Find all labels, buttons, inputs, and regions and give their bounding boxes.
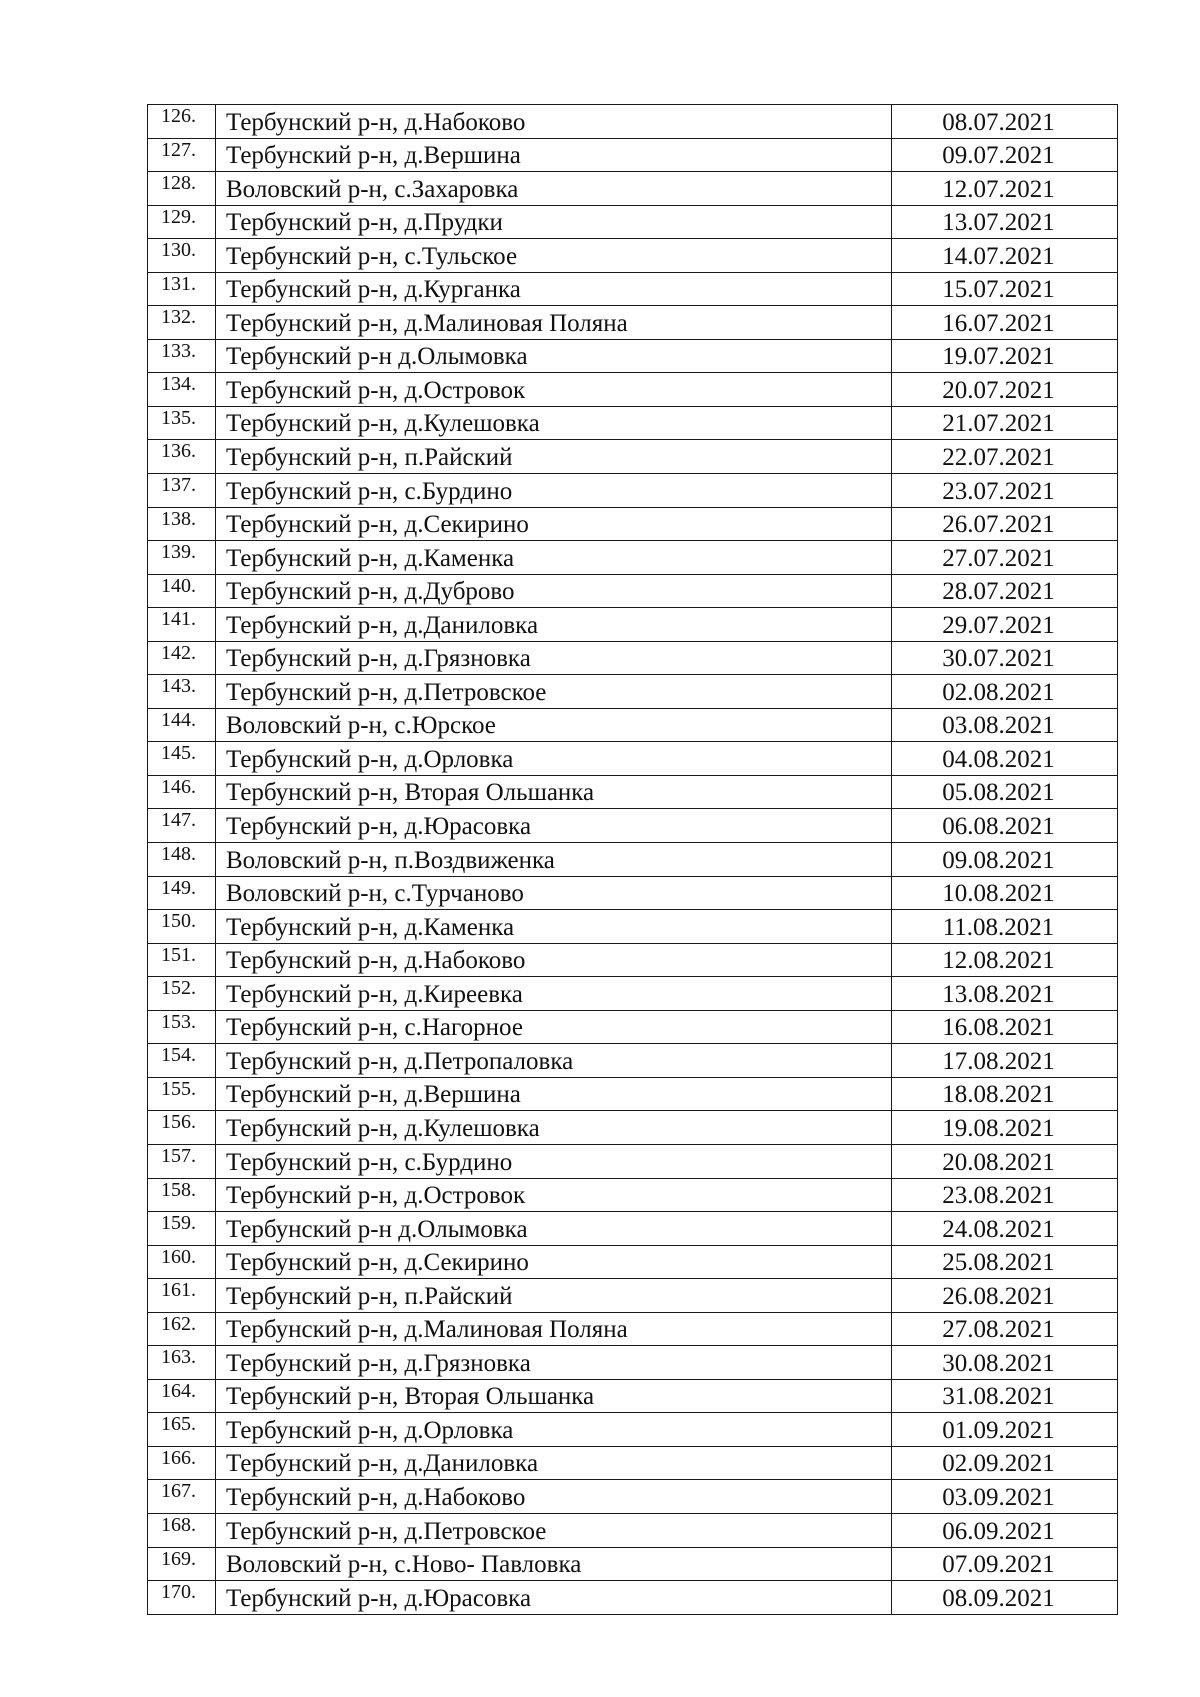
row-number-cell: 146. [148,775,216,809]
table-row [148,1178,1118,1212]
table-row [148,876,1118,910]
date-cell: 29.07.2021 [892,608,1118,642]
date-cell: 09.08.2021 [892,843,1118,877]
location-cell: Тербунский р-н, п.Райский [216,1279,892,1313]
date-cell: 02.09.2021 [892,1446,1118,1480]
date-cell: 06.08.2021 [892,809,1118,843]
row-number-cell: 137. [148,474,216,508]
location-cell: Тербунский р-н, п.Райский [216,440,892,474]
table-row [148,1346,1118,1380]
row-number-cell: 136. [148,440,216,474]
location-cell: Тербунский р-н, д.Грязновка [216,641,892,675]
table-row [148,843,1118,877]
row-number-cell: 169. [148,1547,216,1581]
location-cell: Тербунский р-н, д.Секирино [216,1245,892,1279]
table-row [148,406,1118,440]
schedule-table [147,104,1118,1615]
location-cell: Воловский р-н, с.Юрское [216,708,892,742]
table-row [148,1547,1118,1581]
location-cell: Тербунский р-н, д.Малиновая Поляна [216,306,892,340]
location-cell: Тербунский р-н, д.Киреевка [216,977,892,1011]
location-cell: Тербунский р-н, д.Кулешовка [216,1111,892,1145]
date-cell: 16.08.2021 [892,1010,1118,1044]
row-number-cell: 139. [148,541,216,575]
date-cell: 10.08.2021 [892,876,1118,910]
location-cell: Тербунский р-н, с.Бурдино [216,1144,892,1178]
location-cell: Тербунский р-н, д.Секирино [216,507,892,541]
date-cell: 24.08.2021 [892,1212,1118,1246]
row-number-cell: 141. [148,608,216,642]
date-cell: 19.07.2021 [892,339,1118,373]
table-row [148,507,1118,541]
row-number-cell: 159. [148,1212,216,1246]
date-cell: 15.07.2021 [892,272,1118,306]
date-cell: 09.07.2021 [892,138,1118,172]
row-number-cell: 163. [148,1346,216,1380]
location-cell: Тербунский р-н, д.Юрасовка [216,1581,892,1615]
location-cell: Тербунский р-н, Вторая Ольшанка [216,775,892,809]
date-cell: 31.08.2021 [892,1379,1118,1413]
table-row [148,608,1118,642]
location-cell: Тербунский р-н, с.Нагорное [216,1010,892,1044]
date-cell: 22.07.2021 [892,440,1118,474]
location-cell: Тербунский р-н, д.Каменка [216,541,892,575]
row-number-cell: 152. [148,977,216,1011]
date-cell: 03.09.2021 [892,1480,1118,1514]
table-row [148,373,1118,407]
date-cell: 20.07.2021 [892,373,1118,407]
row-number-cell: 164. [148,1379,216,1413]
date-cell: 07.09.2021 [892,1547,1118,1581]
location-cell: Тербунский р-н, с.Тульское [216,239,892,273]
row-number-cell: 130. [148,239,216,273]
location-cell: Тербунский р-н, д.Орловка [216,742,892,776]
date-cell: 13.07.2021 [892,205,1118,239]
table-row [148,1513,1118,1547]
date-cell: 13.08.2021 [892,977,1118,1011]
location-cell: Воловский р-н, с.Ново- Павловка [216,1547,892,1581]
location-cell: Тербунский р-н, д.Малиновая Поляна [216,1312,892,1346]
date-cell: 26.07.2021 [892,507,1118,541]
row-number-cell: 160. [148,1245,216,1279]
row-number-cell: 167. [148,1480,216,1514]
location-cell: Тербунский р-н, д.Юрасовка [216,809,892,843]
table-row [148,1446,1118,1480]
row-number-cell: 142. [148,641,216,675]
date-cell: 26.08.2021 [892,1279,1118,1313]
row-number-cell: 155. [148,1077,216,1111]
location-cell: Тербунский р-н, д.Даниловка [216,608,892,642]
table-row [148,1581,1118,1615]
row-number-cell: 153. [148,1010,216,1044]
row-number-cell: 131. [148,272,216,306]
date-cell: 25.08.2021 [892,1245,1118,1279]
date-cell: 03.08.2021 [892,708,1118,742]
date-cell: 11.08.2021 [892,910,1118,944]
location-cell: Тербунский р-н д.Олымовка [216,1212,892,1246]
row-number-cell: 140. [148,574,216,608]
row-number-cell: 150. [148,910,216,944]
date-cell: 19.08.2021 [892,1111,1118,1145]
location-cell: Тербунский р-н, д.Вершина [216,138,892,172]
date-cell: 21.07.2021 [892,406,1118,440]
date-cell: 27.08.2021 [892,1312,1118,1346]
location-cell: Тербунский р-н, д.Прудки [216,205,892,239]
date-cell: 12.08.2021 [892,943,1118,977]
table-row [148,1212,1118,1246]
location-cell: Тербунский р-н, д.Даниловка [216,1446,892,1480]
location-cell: Тербунский р-н, д.Курганка [216,272,892,306]
row-number-cell: 138. [148,507,216,541]
row-number-cell: 143. [148,675,216,709]
location-cell: Тербунский р-н, д.Островок [216,373,892,407]
row-number-cell: 134. [148,373,216,407]
row-number-cell: 149. [148,876,216,910]
table-row [148,641,1118,675]
table-row [148,1111,1118,1145]
table-row [148,809,1118,843]
row-number-cell: 147. [148,809,216,843]
table-row [148,910,1118,944]
row-number-cell: 132. [148,306,216,340]
row-number-cell: 168. [148,1513,216,1547]
date-cell: 18.08.2021 [892,1077,1118,1111]
table-row [148,205,1118,239]
location-cell: Тербунский р-н, д.Петровское [216,675,892,709]
table-row [148,675,1118,709]
table-row [148,775,1118,809]
location-cell: Воловский р-н, с.Турчаново [216,876,892,910]
date-cell: 23.07.2021 [892,474,1118,508]
table-row [148,1044,1118,1078]
row-number-cell: 170. [148,1581,216,1615]
table-row [148,1379,1118,1413]
date-cell: 02.08.2021 [892,675,1118,709]
date-cell: 30.08.2021 [892,1346,1118,1380]
location-cell: Тербунский р-н, д.Кулешовка [216,406,892,440]
table-row [148,306,1118,340]
table-row [148,138,1118,172]
table-row [148,1077,1118,1111]
location-cell: Тербунский р-н, с.Бурдино [216,474,892,508]
location-cell: Тербунский р-н, д.Каменка [216,910,892,944]
table-row [148,239,1118,273]
date-cell: 05.08.2021 [892,775,1118,809]
date-cell: 01.09.2021 [892,1413,1118,1447]
location-cell: Тербунский р-н, д.Грязновка [216,1346,892,1380]
date-cell: 23.08.2021 [892,1178,1118,1212]
table-row [148,708,1118,742]
row-number-cell: 151. [148,943,216,977]
location-cell: Тербунский р-н д.Олымовка [216,339,892,373]
table-row [148,474,1118,508]
location-cell: Тербунский р-н, д.Петровское [216,1513,892,1547]
row-number-cell: 158. [148,1178,216,1212]
table-row [148,574,1118,608]
date-cell: 08.09.2021 [892,1581,1118,1615]
date-cell: 08.07.2021 [892,105,1118,139]
row-number-cell: 129. [148,205,216,239]
table-row [148,172,1118,206]
table-row [148,742,1118,776]
row-number-cell: 165. [148,1413,216,1447]
row-number-cell: 157. [148,1144,216,1178]
row-number-cell: 144. [148,708,216,742]
date-cell: 16.07.2021 [892,306,1118,340]
location-cell: Воловский р-н, с.Захаровка [216,172,892,206]
date-cell: 28.07.2021 [892,574,1118,608]
table-row [148,1010,1118,1044]
location-cell: Тербунский р-н, д.Островок [216,1178,892,1212]
table-row [148,440,1118,474]
row-number-cell: 162. [148,1312,216,1346]
location-cell: Тербунский р-н, д.Набоково [216,1480,892,1514]
table-row [148,977,1118,1011]
date-cell: 27.07.2021 [892,541,1118,575]
location-cell: Тербунский р-н, Вторая Ольшанка [216,1379,892,1413]
table-row [148,1413,1118,1447]
location-cell: Тербунский р-н, д.Набоково [216,105,892,139]
row-number-cell: 133. [148,339,216,373]
location-cell: Тербунский р-н, д.Дуброво [216,574,892,608]
date-cell: 04.08.2021 [892,742,1118,776]
table-row [148,1312,1118,1346]
location-cell: Воловский р-н, п.Воздвиженка [216,843,892,877]
location-cell: Тербунский р-н, д.Орловка [216,1413,892,1447]
row-number-cell: 135. [148,406,216,440]
table-row [148,1144,1118,1178]
row-number-cell: 145. [148,742,216,776]
table-row [148,541,1118,575]
row-number-cell: 148. [148,843,216,877]
schedule-table-body [148,105,1118,1615]
date-cell: 17.08.2021 [892,1044,1118,1078]
location-cell: Тербунский р-н, д.Вершина [216,1077,892,1111]
row-number-cell: 128. [148,172,216,206]
row-number-cell: 161. [148,1279,216,1313]
table-row [148,105,1118,139]
table-row [148,339,1118,373]
table-row [148,272,1118,306]
row-number-cell: 127. [148,138,216,172]
location-cell: Тербунский р-н, д.Набоково [216,943,892,977]
row-number-cell: 156. [148,1111,216,1145]
row-number-cell: 126. [148,105,216,139]
date-cell: 20.08.2021 [892,1144,1118,1178]
date-cell: 12.07.2021 [892,172,1118,206]
table-row [148,1245,1118,1279]
date-cell: 30.07.2021 [892,641,1118,675]
table-row [148,1279,1118,1313]
row-number-cell: 166. [148,1446,216,1480]
date-cell: 06.09.2021 [892,1513,1118,1547]
row-number-cell: 154. [148,1044,216,1078]
table-row [148,943,1118,977]
date-cell: 14.07.2021 [892,239,1118,273]
table-row [148,1480,1118,1514]
location-cell: Тербунский р-н, д.Петропаловка [216,1044,892,1078]
